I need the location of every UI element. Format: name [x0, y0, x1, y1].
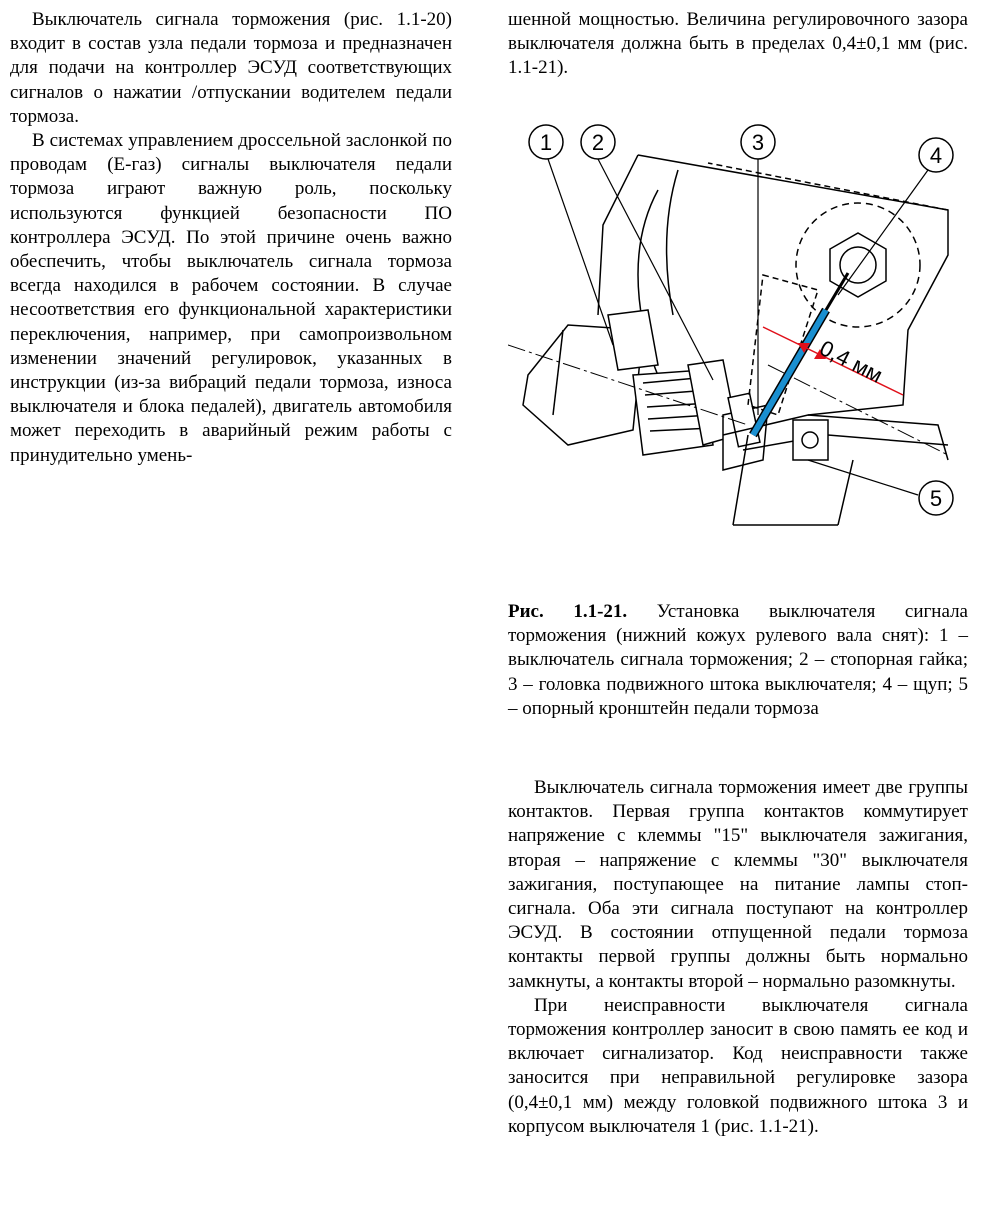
callout-5: 5 [929, 486, 943, 511]
leader-1 [548, 159, 613, 345]
right-text-column-top [508, 8, 968, 81]
right-text-column-bottom [508, 776, 968, 1139]
left-text-column [10, 8, 452, 468]
leader-5 [808, 460, 918, 495]
callout-3: 3 [751, 130, 765, 155]
support-bracket-mid [743, 435, 948, 450]
dashed-circle [796, 203, 920, 327]
callout-4: 4 [929, 143, 943, 168]
bracket-left-edge [598, 155, 638, 315]
caption-text: Установка выключателя сигнала торможения (нижний кожух рулевого вала снят): 1 – выключатель сигнала торможения; 2 – стопорная гайка; 3 – головка подвижного штока выключателя; 4 – щуп; 5 – опорный кронштейн педали тормоза [508, 601, 968, 719]
callout-1: 1 [539, 130, 553, 155]
paragraph-continuation: шенной мощностью. Величина регулировочного зазора выключателя должна быть в пределах 0,4±0,1 мм (рис. 1.1-21). [508, 9, 968, 79]
figure-caption [508, 600, 968, 721]
figure-brake-switch-diagram [508, 115, 968, 555]
paragraph: Выключатель сигнала торможения имеет две группы контактов. Первая группа контактов коммутирует напряжение с клеммы "15" выключателя зажигания, вторая – напряжение с клеммы "30" выключателя зажигания, поступающее на питание лампы стоп-сигнала. Оба эти сигнала поступают на контроллер ЭСУД. В состоянии отпущенной педали тормоза контакты первой группы должны быть нормально замкнуты, а контакты второй – нормально разомкнуты. [508, 777, 968, 992]
leader-4 [838, 170, 928, 295]
callout-2: 2 [591, 130, 605, 155]
paragraph: Выключатель сигнала торможения (рис. 1.1-20) входит в состав узла педали тормоза и предназначен для подачи на контроллер ЭСУД соответствующих сигналов о нажатии /отпускании водителем педали тормоза. [10, 9, 452, 127]
paragraph: При неисправности выключателя сигнала торможения контроллер заносит в свою память ее код и включает сигнализатор. Код неисправности также заносится при неправильной регулировке зазора (0,4±0,1 мм) между головкой подвижного штока 3 и корпусом выключателя 1 (рис. 1.1-21). [508, 994, 968, 1137]
caption-label: Рис. 1.1-21. [508, 601, 628, 622]
paragraph: В системах управлением дроссельной заслонкой по проводам (E-газ) сигналы выключателя педали тормоза играют важную роль, поскольку используются функцией безопасности ПО контроллера ЭСУД. По этой причине очень важно обеспечить, чтобы выключатель сигнала тормоза всегда находился в рабочем состоянии. В случае несоответствия его функциональной характеристики переключения, например, при самопроизвольном изменении значений регулировок, указанных в инструкции (из-за вибраций педали тормоза, износа выключателя и блока педалей), двигатель автомобиля может переходить в аварийный режим работы с принудительно умень- [10, 130, 452, 466]
diagram-svg [508, 115, 968, 555]
dimension-label: 0,4 мм [815, 335, 887, 388]
clamp [793, 420, 828, 460]
